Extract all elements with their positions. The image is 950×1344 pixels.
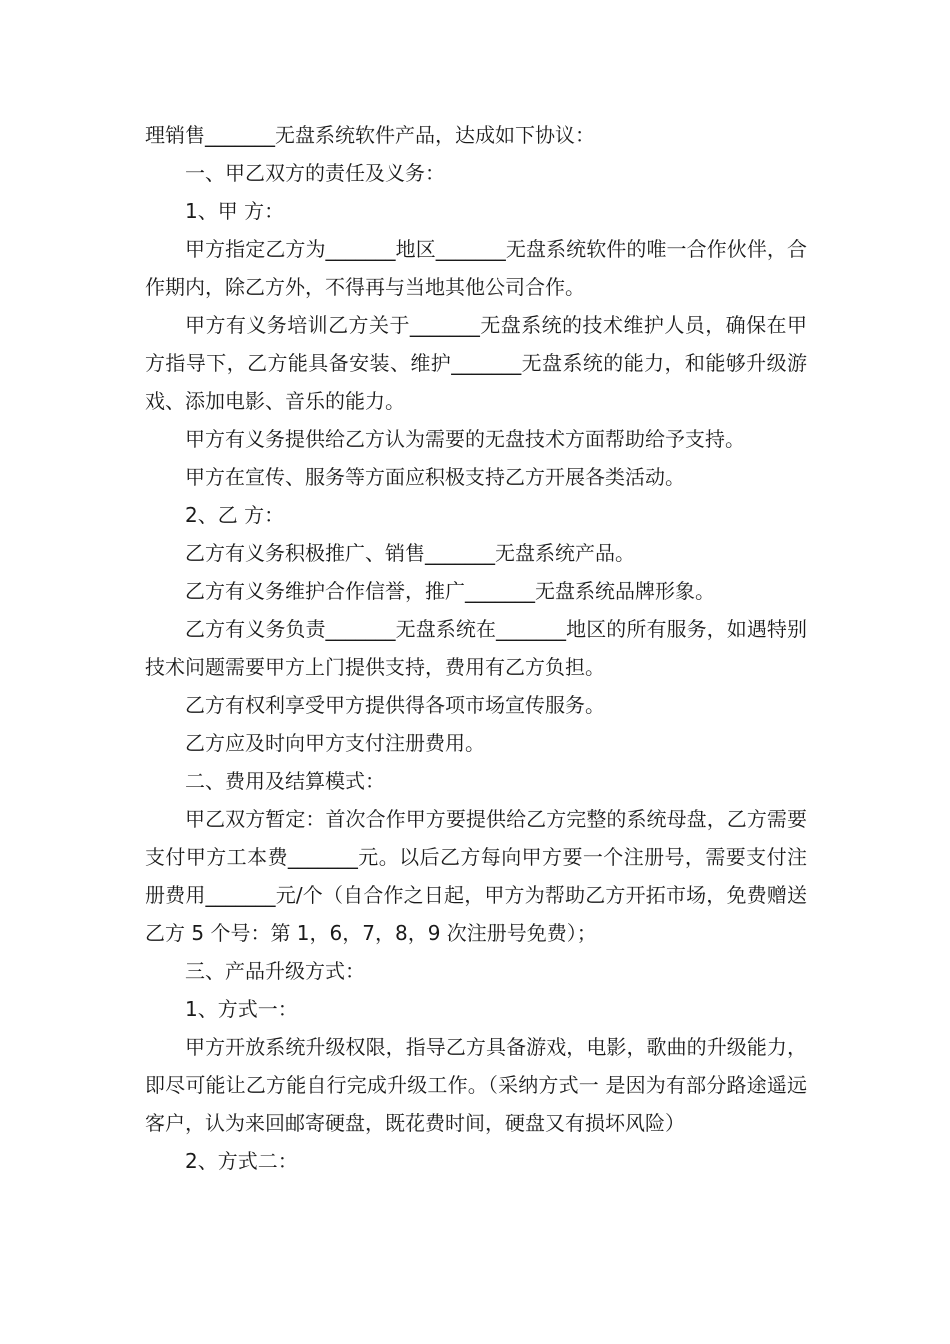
document-page: [145, 116, 807, 1180]
heading-section-1: 一、甲乙双方的责任及义务：: [185, 161, 445, 185]
paragraph-fees: 甲乙双方暂定：首次合作甲方要提供给乙方完整的系统母盘，乙方需要支付甲方工本费_______元。以后乙方每向甲方要一个注册号，需要支付注册费用_______元/个（自合作之日起，甲方为帮助乙方开拓市场，免费赠送乙方 5 个号：第 1，6，7，8，9 次注册号免费）；: [145, 807, 807, 945]
heading-method-1: 1、方式一：: [185, 997, 298, 1021]
heading-section-2: 二、费用及结算模式：: [185, 769, 385, 793]
paragraph-party-b-service: 乙方有义务负责_______无盘系统在_______地区的所有服务，如遇特别技术问题需要甲方上门提供支持，费用有乙方负担。: [145, 617, 807, 679]
paragraph-party-a-designation: 甲方指定乙方为_______地区_______无盘系统软件的唯一合作伙伴，合作期内，除乙方外，不得再与当地其他公司合作。: [145, 237, 807, 299]
heading-party-a: 1、甲 方：: [185, 199, 285, 223]
paragraph-party-b-sales: 乙方有义务积极推广、销售_______无盘系统产品。: [185, 541, 635, 565]
paragraph-intro: 理销售_______无盘系统软件产品，达成如下协议：: [145, 123, 595, 147]
paragraph-party-b-rights: 乙方有权利享受甲方提供得各项市场宣传服务。: [185, 693, 605, 717]
paragraph-party-a-promotion: 甲方在宣传、服务等方面应积极支持乙方开展各类活动。: [185, 465, 685, 489]
heading-section-3: 三、产品升级方式：: [185, 959, 365, 983]
paragraph-method-1: 甲方开放系统升级权限，指导乙方具备游戏，电影，歌曲的升级能力，即尽可能让乙方能自行完成升级工作。（采纳方式一 是因为有部分路途遥远客户，认为来回邮寄硬盘，既花费时间，硬盘又有损坏风险）: [145, 1035, 807, 1135]
heading-party-b: 2、乙 方：: [185, 503, 285, 527]
paragraph-party-b-reputation: 乙方有义务维护合作信誉，推广_______无盘系统品牌形象。: [185, 579, 715, 603]
paragraph-party-b-payment: 乙方应及时向甲方支付注册费用。: [185, 731, 485, 755]
paragraph-party-a-support: 甲方有义务提供给乙方认为需要的无盘技术方面帮助给予支持。: [185, 427, 745, 451]
paragraph-party-a-training: 甲方有义务培训乙方关于_______无盘系统的技术维护人员，确保在甲方指导下，乙方能具备安装、维护_______无盘系统的能力，和能够升级游戏、添加电影、音乐的能力。: [145, 313, 807, 413]
heading-method-2: 2、方式二：: [185, 1149, 298, 1173]
